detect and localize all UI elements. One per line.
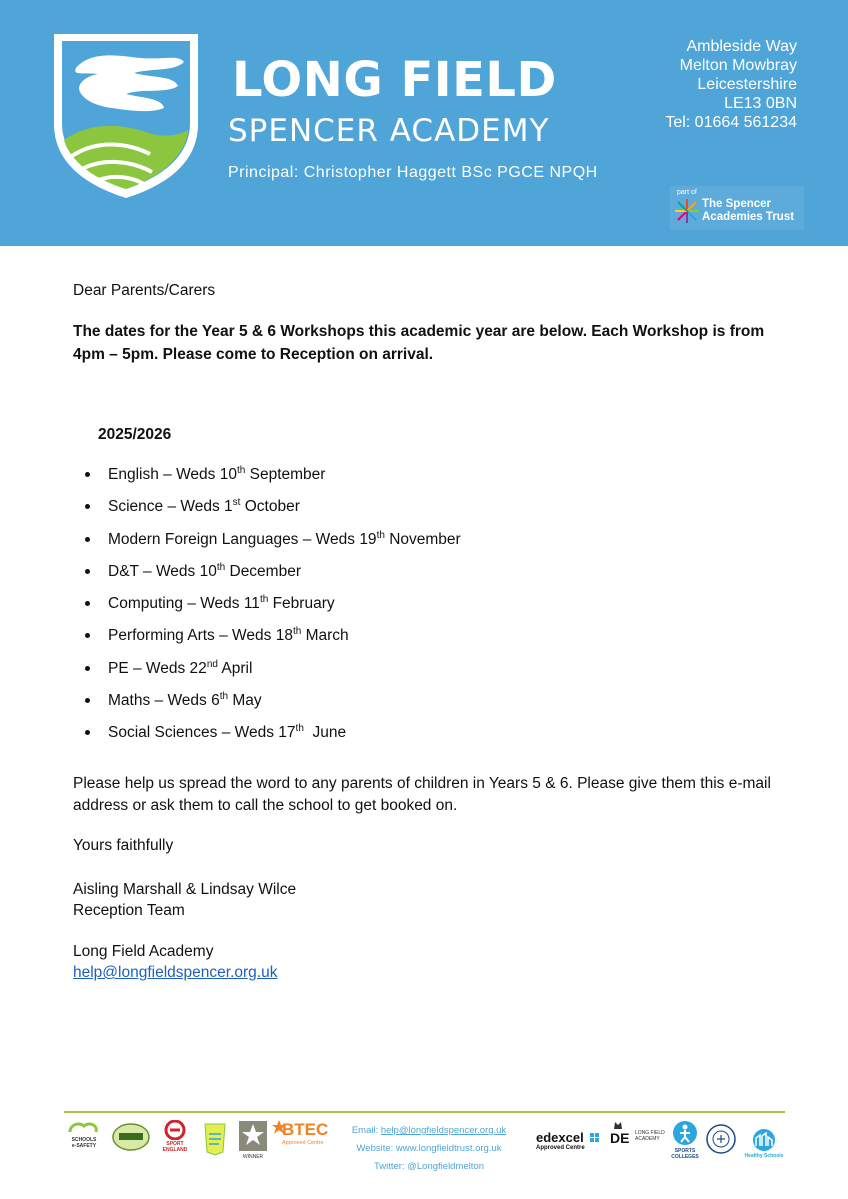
trust-name-line2: Academies Trust <box>702 211 795 223</box>
footer-email-link[interactable]: help@longfieldspencer.org.uk <box>380 1125 507 1136</box>
seal-badge-icon <box>706 1124 736 1154</box>
signature-block <box>73 879 296 921</box>
address-line: Melton Mowbray <box>679 57 797 74</box>
signer-names: Aisling Marshall & Lindsay Wilce <box>73 881 297 898</box>
sports-mark-badge-icon <box>202 1122 228 1156</box>
school-games-badge-icon <box>112 1121 150 1153</box>
schools-esafety-logo <box>66 1120 102 1154</box>
logo-text: SPORTS <box>674 1148 696 1154</box>
school-crest-logo <box>46 28 206 200</box>
workshop-list <box>73 464 461 755</box>
academic-year-heading: 2025/2026 <box>98 426 172 443</box>
logo-text: BTEC <box>282 1120 329 1139</box>
esafety-icon <box>66 1120 102 1136</box>
spread-word-paragraph: Please help us spread the word to any parents of children in Years 5 & 6. Please give them this e-mail address or ask them to call the school to get booked on. <box>73 775 771 814</box>
trust-name-line1: The Spencer <box>702 198 772 210</box>
signer-team: Reception Team <box>73 902 185 919</box>
telephone: Tel: 01664 561234 <box>665 114 797 131</box>
list-item: Performing Arts – Weds 18th March <box>73 625 461 657</box>
email-link[interactable]: help@longfieldspencer.org.uk <box>73 964 278 981</box>
signoff-block <box>73 941 277 983</box>
school-name: Long Field Academy <box>73 943 214 960</box>
edexcel-grid-icon <box>590 1133 599 1142</box>
starburst-icon <box>674 198 700 224</box>
header-banner <box>0 0 848 246</box>
logo-text: e-SAFETY <box>71 1143 97 1149</box>
address-line: Leicestershire <box>697 76 797 93</box>
logo-text: SPORT <box>166 1141 184 1147</box>
salutation: Dear Parents/Carers <box>73 282 216 299</box>
healthy-schools-logo <box>744 1128 784 1162</box>
logo-text: ACADEMY <box>635 1136 660 1142</box>
closing: Yours faithfully <box>73 837 174 854</box>
sports-colleges-logo <box>670 1120 700 1164</box>
school-name-line1: LONG FIELD <box>232 52 557 108</box>
spencer-trust-logo <box>670 186 804 230</box>
logo-text: Healthy Schools <box>744 1153 784 1159</box>
logo-text: edexcel <box>536 1130 584 1145</box>
winner-award-logo <box>238 1120 268 1164</box>
footer-divider <box>64 1111 785 1113</box>
logo-text: DE <box>610 1130 630 1146</box>
list-item: English – Weds 10th September <box>73 464 461 496</box>
sport-england-icon <box>158 1120 192 1140</box>
award-star-icon <box>238 1120 268 1152</box>
btec-logo <box>272 1120 330 1154</box>
logo-text: Approved Centre <box>536 1145 585 1151</box>
list-item: Social Sciences – Weds 17th June <box>73 722 461 754</box>
trust-part-of: part of <box>677 189 697 196</box>
healthy-schools-icon <box>749 1128 779 1152</box>
list-item: PE – Weds 22nd April <box>73 658 461 690</box>
logo-text: ENGLAND <box>162 1147 188 1153</box>
list-item: Maths – Weds 6th May <box>73 690 461 722</box>
logo-text: LONG FIELD <box>635 1130 665 1136</box>
principal-name: Principal: Christopher Haggett BSc PGCE NPQH <box>228 164 598 181</box>
school-name-line2: SPENCER ACADEMY <box>228 113 550 149</box>
sport-england-logo <box>158 1120 192 1156</box>
list-item: D&T – Weds 10th December <box>73 561 461 593</box>
footer-twitter[interactable]: Twitter: @Longfieldmelton <box>374 1161 484 1172</box>
crown-icon <box>614 1120 622 1130</box>
footer-website[interactable]: Website: www.longfieldtrust.org.uk <box>356 1143 502 1154</box>
address-line: Ambleside Way <box>686 38 797 55</box>
logo-text: COLLEGES <box>671 1154 699 1160</box>
footer-email: Email: help@longfieldspencer.org.uk <box>351 1125 507 1136</box>
logo-text: WINNER <box>242 1154 264 1160</box>
school-address <box>665 37 797 132</box>
logo-text: SCHOOLS <box>71 1137 97 1143</box>
address-line: LE13 0BN <box>724 95 797 112</box>
sports-figure-icon <box>670 1120 700 1148</box>
list-item: Modern Foreign Languages – Weds 19th November <box>73 529 461 561</box>
edexcel-logo <box>536 1130 600 1156</box>
de-long-field-logo <box>610 1120 668 1154</box>
logo-text: Approved Centre <box>282 1140 324 1146</box>
list-item: Computing – Weds 11th February <box>73 593 461 625</box>
intro-paragraph: The dates for the Year 5 & 6 Workshops this academic year are below. Each Workshop is from 4pm – 5pm. Please come to Reception on arrival. <box>73 323 765 363</box>
list-item: Science – Weds 1st October <box>73 496 461 528</box>
trust-name <box>702 198 794 224</box>
footer-contact <box>336 1122 522 1176</box>
